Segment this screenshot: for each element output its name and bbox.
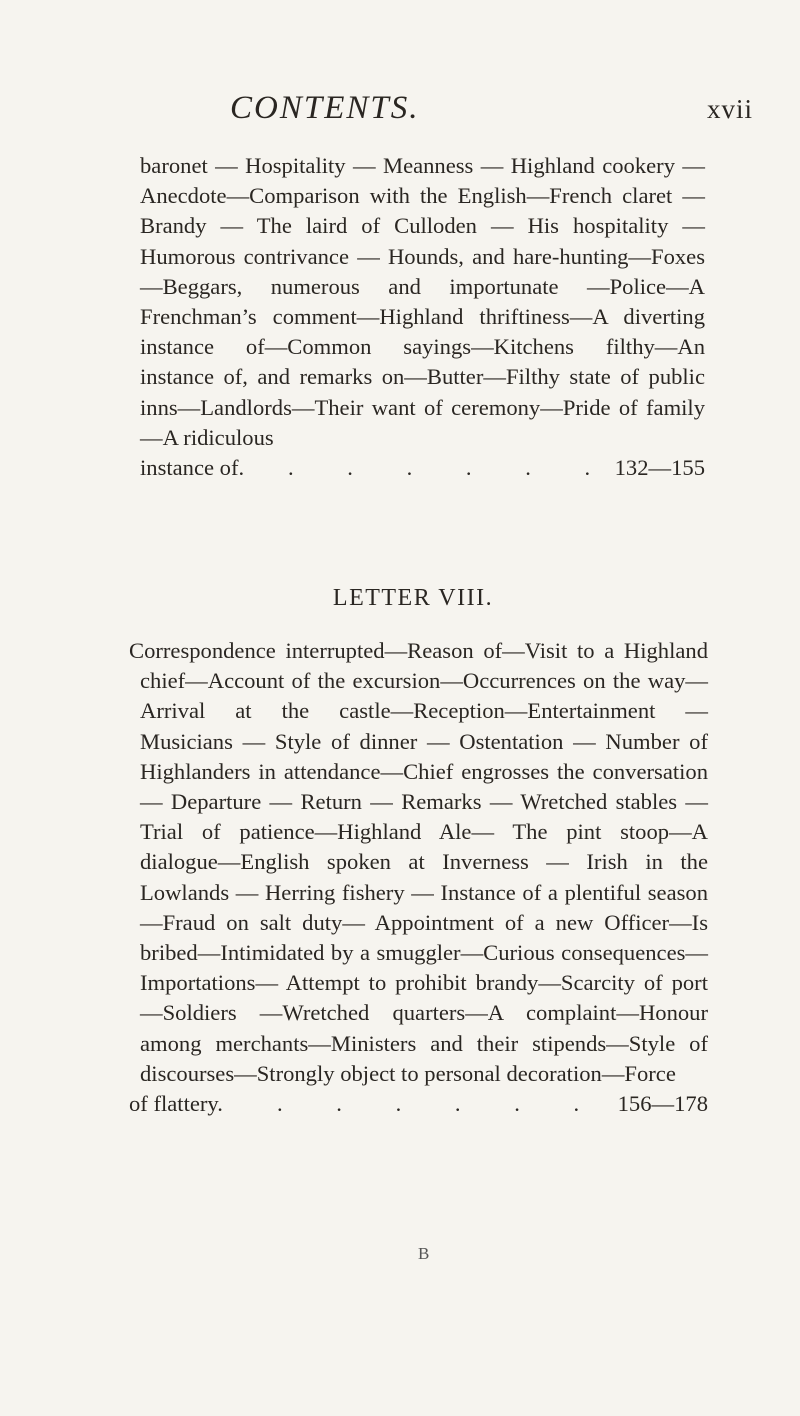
dot-leader: . . . . . . [277, 1091, 604, 1117]
entry-last-line [140, 453, 705, 483]
page-range: 132—155 [614, 455, 705, 481]
entry-last-text: of flattery. [129, 1091, 223, 1117]
signature-mark: B [418, 1244, 430, 1263]
entry-last-text: instance of. [140, 455, 245, 481]
page-number: xvii [707, 94, 754, 124]
contents-entry-letter-vii-continued [140, 151, 705, 483]
contents-entry-letter-viii [129, 636, 708, 1119]
entry-summary: Correspondence interrupted—Reason of—Visit to a Highland chief—Account of the excursion—Occurrences on the way—Arrival at the castle—Reception—Entertainment — Musicians — Style of dinner — Ostentation — Number of Highlanders in attendance—Chief engrosses the conversation — Departure — Return — Remarks — Wretched stables —Trial of patience—Highland Ale— The pint stoop—A dialogue—English spoken at Inverness — Irish in the Lowlands — Herring fishery — Instance of a plentiful season—Fraud on salt duty— Appointment of a new Officer—Is bribed—Intimidated by a smuggler—Curious consequences—Importations— Attempt to prohibit brandy—Scarcity of port—Soldiers —Wretched quarters—A complaint—Honour among merchants—Ministers and their stipends—Style of discourses—Strongly object to personal decoration—Force [129, 638, 708, 1086]
page-title: CONTENTS. [230, 90, 420, 126]
page-range: 156—178 [617, 1091, 708, 1117]
dot-leader: . . . . . . [288, 455, 615, 481]
entry-last-line [129, 1089, 708, 1119]
letter-heading: LETTER VIII. [332, 585, 494, 611]
running-head [0, 90, 800, 130]
entry-summary: baronet — Hospitality — Meanness — Highland cookery —Anecdote—Comparison with the English—French claret — Brandy — The laird of Culloden — His hospitality — Humorous contrivance — Hounds, and hare-hunting—Foxes—Beggars, numerous and importunate —Police—A Frenchman’s comment—Highland thriftiness—A diverting instance of—Common sayings—Kitchens filthy—An instance of, and remarks on—Butter—Filthy state of public inns—Landlords—Their want of ceremony—Pride of family—A ridiculous [140, 153, 705, 450]
